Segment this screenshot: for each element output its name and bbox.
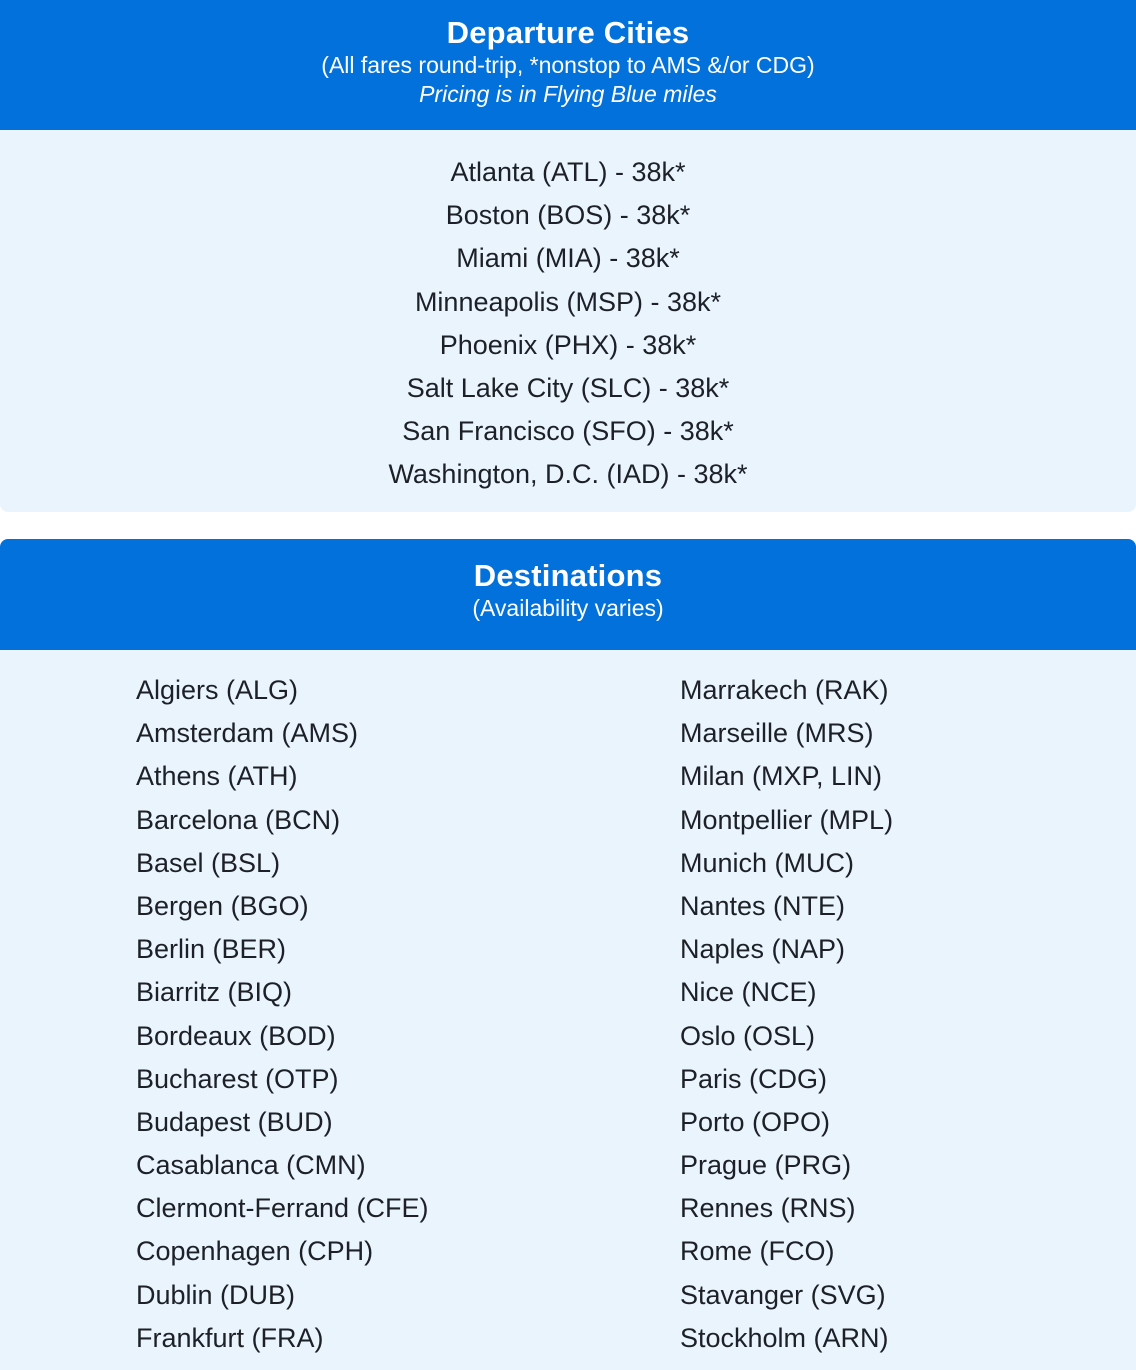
- destination-item: Montpellier (MPL): [680, 804, 894, 835]
- departure-city: Washington, D.C. (IAD) - 38k*: [388, 459, 748, 490]
- destination-item: Porto (OPO): [680, 1106, 831, 1137]
- destinations-header: [0, 539, 1136, 650]
- destinations-right-column: [680, 669, 1080, 1360]
- destination-item: Basel (BSL): [136, 847, 281, 878]
- destinations-grid: [0, 650, 1136, 1360]
- destinations-left-column: [136, 669, 680, 1360]
- destination-item: Stavanger (SVG): [680, 1279, 886, 1310]
- destinations-subtitle: (Availability varies): [472, 595, 664, 621]
- destination-item: Marrakech (RAK): [680, 675, 889, 705]
- destination-item: Rome (FCO): [680, 1236, 835, 1267]
- pricing-note: Pricing is in Flying Blue miles: [419, 81, 717, 107]
- destination-item: Nantes (NTE): [680, 890, 846, 921]
- departure-city: Phoenix (PHX) - 38k*: [439, 329, 697, 360]
- destination-item: Nice (NCE): [680, 977, 817, 1008]
- destination-item: Frankfurt (FRA): [136, 1322, 324, 1353]
- destination-item: Bergen (BGO): [136, 890, 309, 921]
- destination-item: Munich (MUC): [680, 847, 855, 878]
- destination-item: Dublin (DUB): [136, 1279, 296, 1310]
- destination-item: Clermont-Ferrand (CFE): [136, 1193, 429, 1224]
- destinations-card: [0, 539, 1136, 1370]
- departure-city: Minneapolis (MSP) - 38k*: [414, 286, 722, 317]
- destinations-title: Destinations: [473, 558, 663, 593]
- destination-item: Berlin (BER): [136, 934, 287, 965]
- departure-cities-subtitle: (All fares round-trip, *nonstop to AMS &/or CDG): [321, 52, 815, 78]
- departure-city: San Francisco (SFO) - 38k*: [402, 416, 734, 447]
- destination-item: Bordeaux (BOD): [136, 1020, 336, 1051]
- destination-item: Stockholm (ARN): [680, 1322, 889, 1353]
- destination-item: Biarritz (BIQ): [136, 977, 293, 1008]
- destination-item: Casablanca (CMN): [136, 1150, 366, 1181]
- departure-city: Salt Lake City (SLC) - 38k*: [406, 372, 730, 403]
- destination-item: Athens (ATH): [136, 761, 298, 792]
- departure-city: Atlanta (ATL) - 38k*: [450, 157, 686, 187]
- destination-item: Paris (CDG): [680, 1063, 827, 1094]
- destination-item: Budapest (BUD): [136, 1106, 333, 1137]
- destination-item: Amsterdam (AMS): [136, 718, 359, 749]
- departure-cities-title: Departure Cities: [446, 15, 690, 50]
- destination-item: Prague (PRG): [680, 1150, 852, 1181]
- destination-item: Milan (MXP, LIN): [680, 761, 883, 792]
- destination-item: Rennes (RNS): [680, 1193, 856, 1224]
- departure-cities-card: [0, 0, 1136, 512]
- destination-item: Barcelona (BCN): [136, 804, 341, 835]
- departure-city-list: [0, 130, 1136, 497]
- departure-city: Boston (BOS) - 38k*: [445, 200, 691, 231]
- destination-item: Marseille (MRS): [680, 718, 874, 749]
- departure-cities-header: [0, 0, 1136, 130]
- destination-item: Oslo (OSL): [680, 1020, 816, 1051]
- destination-item: Naples (NAP): [680, 934, 846, 965]
- destination-item: Copenhagen (CPH): [136, 1236, 374, 1267]
- destination-item: Bucharest (OTP): [136, 1063, 339, 1094]
- destination-item: Algiers (ALG): [136, 675, 299, 705]
- departure-city: Miami (MIA) - 38k*: [456, 243, 680, 274]
